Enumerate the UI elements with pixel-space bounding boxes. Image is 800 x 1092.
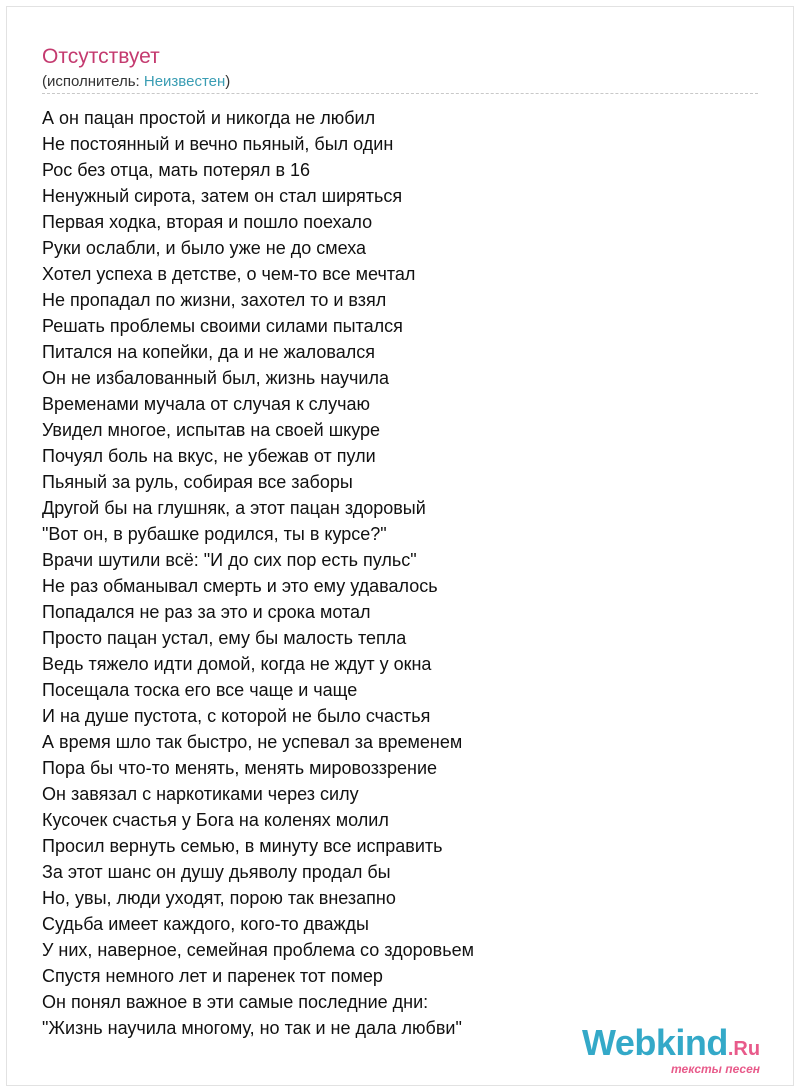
lyric-line: Не раз обманывал смерть и это ему удавалось xyxy=(42,576,438,596)
lyric-line: Временами мучала от случая к случаю xyxy=(42,394,371,414)
brand-name: Webkind xyxy=(582,1022,728,1063)
lyric-line: Просил вернуть семью, в минуту все исправить xyxy=(42,836,443,856)
artist-prefix: (исполнитель: xyxy=(42,73,144,90)
lyric-line: Он понял важное в эти самые последние дни: xyxy=(42,992,429,1012)
lyric-line: Спустя немного лет и паренек тот помер xyxy=(42,966,383,986)
lyric-line: Просто пацан устал, ему бы малость тепла xyxy=(42,628,407,648)
lyric-line: Судьба имеет каждого, кого-то дважды xyxy=(42,914,369,934)
dashed-divider xyxy=(42,93,758,94)
lyric-line: Попадался не раз за это и срока мотал xyxy=(42,602,371,622)
artist-suffix: ) xyxy=(225,73,231,90)
artist-line xyxy=(42,73,230,91)
lyric-line: Руки ослабли, и было уже не до смеха xyxy=(42,238,367,258)
brand-tagline: тексты песен xyxy=(671,1062,760,1076)
lyric-line: Хотел успеха в детстве, о чем-то все мечтал xyxy=(42,264,416,284)
lyric-line: Он завязал с наркотиками через силу xyxy=(42,784,359,804)
artist-link[interactable]: Неизвестен xyxy=(143,73,226,90)
lyric-line: Ненужный сирота, затем он стал ширяться xyxy=(42,186,403,206)
brand-tld: .Ru xyxy=(727,1038,761,1060)
lyric-line: Не пропадал по жизни, захотел то и взял xyxy=(42,290,387,310)
lyric-line: "Жизнь научила многому, но так и не дала любви" xyxy=(42,1018,462,1038)
lyric-line: "Вот он, в рубашке родился, ты в курсе?" xyxy=(42,524,387,544)
lyric-line: У них, наверное, семейная проблема со здоровьем xyxy=(42,940,474,960)
brand-logo[interactable] xyxy=(582,1022,782,1080)
lyric-line: Питался на копейки, да и не жаловался xyxy=(42,342,375,362)
lyric-line: Не постоянный и вечно пьяный, был один xyxy=(42,134,394,154)
lyric-line: А он пацан простой и никогда не любил xyxy=(42,108,376,128)
lyrics-block xyxy=(42,105,602,1041)
lyric-line: Другой бы на глушняк, а этот пацан здоровый xyxy=(42,498,426,518)
lyric-line: Решать проблемы своими силами пытался xyxy=(42,316,403,336)
lyric-line: Посещала тоска его все чаще и чаще xyxy=(42,680,358,700)
lyric-line: Первая ходка, вторая и пошло поехало xyxy=(42,212,373,232)
lyric-line: Но, увы, люди уходят, порою так внезапно xyxy=(42,888,396,908)
lyric-line: А время шло так быстро, не успевал за временем xyxy=(42,732,463,752)
lyric-line: Врачи шутили всё: "И до сих пор есть пульс" xyxy=(42,550,417,570)
lyric-line: Он не избалованный был, жизнь научила xyxy=(42,368,389,388)
song-title: Отсутствует xyxy=(42,45,160,68)
lyric-line: Пора бы что-то менять, менять мировоззрение xyxy=(42,758,438,778)
lyric-line: Пьяный за руль, собирая все заборы xyxy=(42,472,353,492)
lyric-line: Кусочек счастья у Бога на коленях молил xyxy=(42,810,389,830)
lyric-line: Ведь тяжело идти домой, когда не ждут у окна xyxy=(42,654,432,674)
lyric-line: Почуял боль на вкус, не убежав от пули xyxy=(42,446,376,466)
lyric-line: За этот шанс он душу дьяволу продал бы xyxy=(42,862,391,882)
lyric-line: Рос без отца, мать потерял в 16 xyxy=(42,160,311,180)
lyric-line: Увидел многое, испытав на своей шкуре xyxy=(42,420,381,440)
lyric-line: И на душе пустота, с которой не было счастья xyxy=(42,706,431,726)
